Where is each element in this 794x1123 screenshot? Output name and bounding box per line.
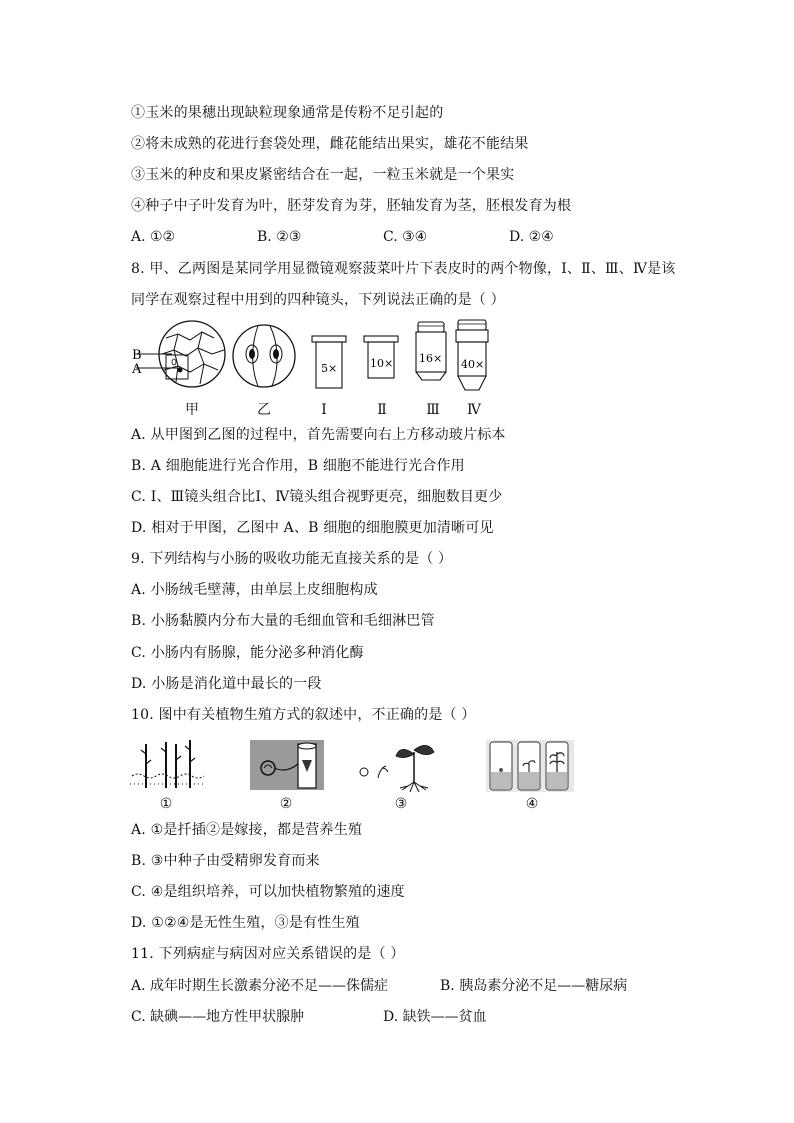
q7-option-d: D. ②④ bbox=[509, 229, 554, 245]
q11-option-c: C. 缺碘——地方性甲状腺肿 bbox=[131, 1009, 305, 1025]
q7-option-c: C. ③④ bbox=[383, 229, 428, 245]
field-yi-illustration bbox=[233, 325, 295, 387]
q11-option-a: A. 成年时期生长激素分泌不足——侏儒症 bbox=[131, 978, 389, 994]
lens-4-objective bbox=[456, 320, 488, 390]
figure-label-2: ② bbox=[279, 796, 293, 812]
figure-label-1: ① bbox=[159, 796, 173, 812]
figure-label-3: ③ bbox=[394, 796, 408, 812]
field-jia-illustration bbox=[136, 321, 225, 387]
q8-stem-line2: 同学在观察过程中用到的四种镜头，下列说法正确的是（ ） bbox=[131, 292, 505, 308]
q10-option-b: B. ③中种子由受精卵发育而来 bbox=[131, 853, 320, 869]
q8-option-a: A. 从甲图到乙图的过程中，首先需要向右上方移动玻片标本 bbox=[131, 427, 506, 443]
q8-stem-line1: 8. 甲、乙两图是某同学用显微镜观察菠菜叶片下表皮时的两个物像，Ⅰ、Ⅱ、Ⅲ、Ⅳ是该 bbox=[131, 261, 676, 277]
lens-4-text: 40× bbox=[461, 358, 485, 371]
label-lens-3: Ⅲ bbox=[426, 402, 440, 418]
q11-option-b: B. 胰岛素分泌不足——糖尿病 bbox=[440, 978, 628, 994]
q8-option-c: C. Ⅰ、Ⅲ镜头组合比Ⅰ、Ⅳ镜头组合视野更亮，细胞数目更少 bbox=[131, 489, 503, 505]
tissue-culture-illustration bbox=[486, 740, 574, 792]
label-jia: 甲 bbox=[185, 402, 199, 418]
label-lens-1: Ⅰ bbox=[321, 402, 327, 418]
q9-option-c: C. 小肠内有肠腺，能分泌多种消化酶 bbox=[131, 645, 364, 661]
lens-1-text: 5× bbox=[321, 362, 338, 375]
q9-stem: 9. 下列结构与小肠的吸收功能无直接关系的是（ ） bbox=[131, 551, 453, 567]
marker-a: A bbox=[132, 362, 142, 377]
label-lens-4: Ⅳ bbox=[467, 402, 481, 418]
figure-label-4: ④ bbox=[525, 796, 539, 812]
q9-option-b: B. 小肠黏膜内分布大量的毛细血管和毛细淋巴管 bbox=[131, 613, 435, 629]
label-yi: 乙 bbox=[257, 402, 271, 418]
label-lens-2: Ⅱ bbox=[377, 402, 387, 418]
q10-reproduction-figure bbox=[128, 738, 588, 794]
marker-b: B bbox=[132, 348, 142, 363]
q10-option-c: C. ④是组织培养，可以加快植物繁殖的速度 bbox=[131, 884, 405, 900]
seed-plant-illustration bbox=[360, 745, 434, 792]
q9-option-a: A. 小肠绒毛壁薄，由单层上皮细胞构成 bbox=[131, 582, 378, 598]
lens-2-text: 10× bbox=[370, 357, 394, 370]
statement-4: ④种子中子叶发育为叶，胚芽发育为芽，胚轴发育为茎，胚根发育为根 bbox=[131, 198, 572, 214]
q7-option-a: A. ①② bbox=[131, 229, 176, 245]
q8-microscope-figure bbox=[128, 318, 508, 398]
q11-stem: 11. 下列病症与病因对应关系错误的是（ ） bbox=[131, 946, 405, 962]
grafting-illustration bbox=[250, 740, 324, 790]
statement-1: ①玉米的果穗出现缺粒现象通常是传粉不足引起的 bbox=[131, 105, 444, 121]
q10-option-d: D. ①②④是无性生殖，③是有性生殖 bbox=[131, 915, 360, 931]
cuttings-illustration bbox=[130, 740, 206, 788]
q9-option-d: D. 小肠是消化道中最长的一段 bbox=[131, 676, 322, 692]
q8-option-d: D. 相对于甲图，乙图中 A、B 细胞的细胞膜更加清晰可见 bbox=[131, 520, 494, 536]
statement-2: ②将未成熟的花进行套袋处理，雌花能结出果实，雄花不能结果 bbox=[131, 136, 529, 152]
lens-3-text: 16× bbox=[419, 352, 443, 365]
q10-stem: 10. 图中有关植物生殖方式的叙述中，不正确的是（ ） bbox=[131, 707, 476, 723]
q11-option-d: D. 缺铁——贫血 bbox=[383, 1009, 487, 1025]
lens-3-objective bbox=[416, 322, 446, 380]
q7-option-b: B. ②③ bbox=[257, 229, 302, 245]
q8-option-b: B. A 细胞能进行光合作用，B 细胞不能进行光合作用 bbox=[131, 458, 465, 474]
q10-option-a: A. ①是扦插②是嫁接，都是营养生殖 bbox=[131, 822, 363, 838]
statement-3: ③玉米的种皮和果皮紧密结合在一起，一粒玉米就是一个果实 bbox=[131, 167, 515, 183]
